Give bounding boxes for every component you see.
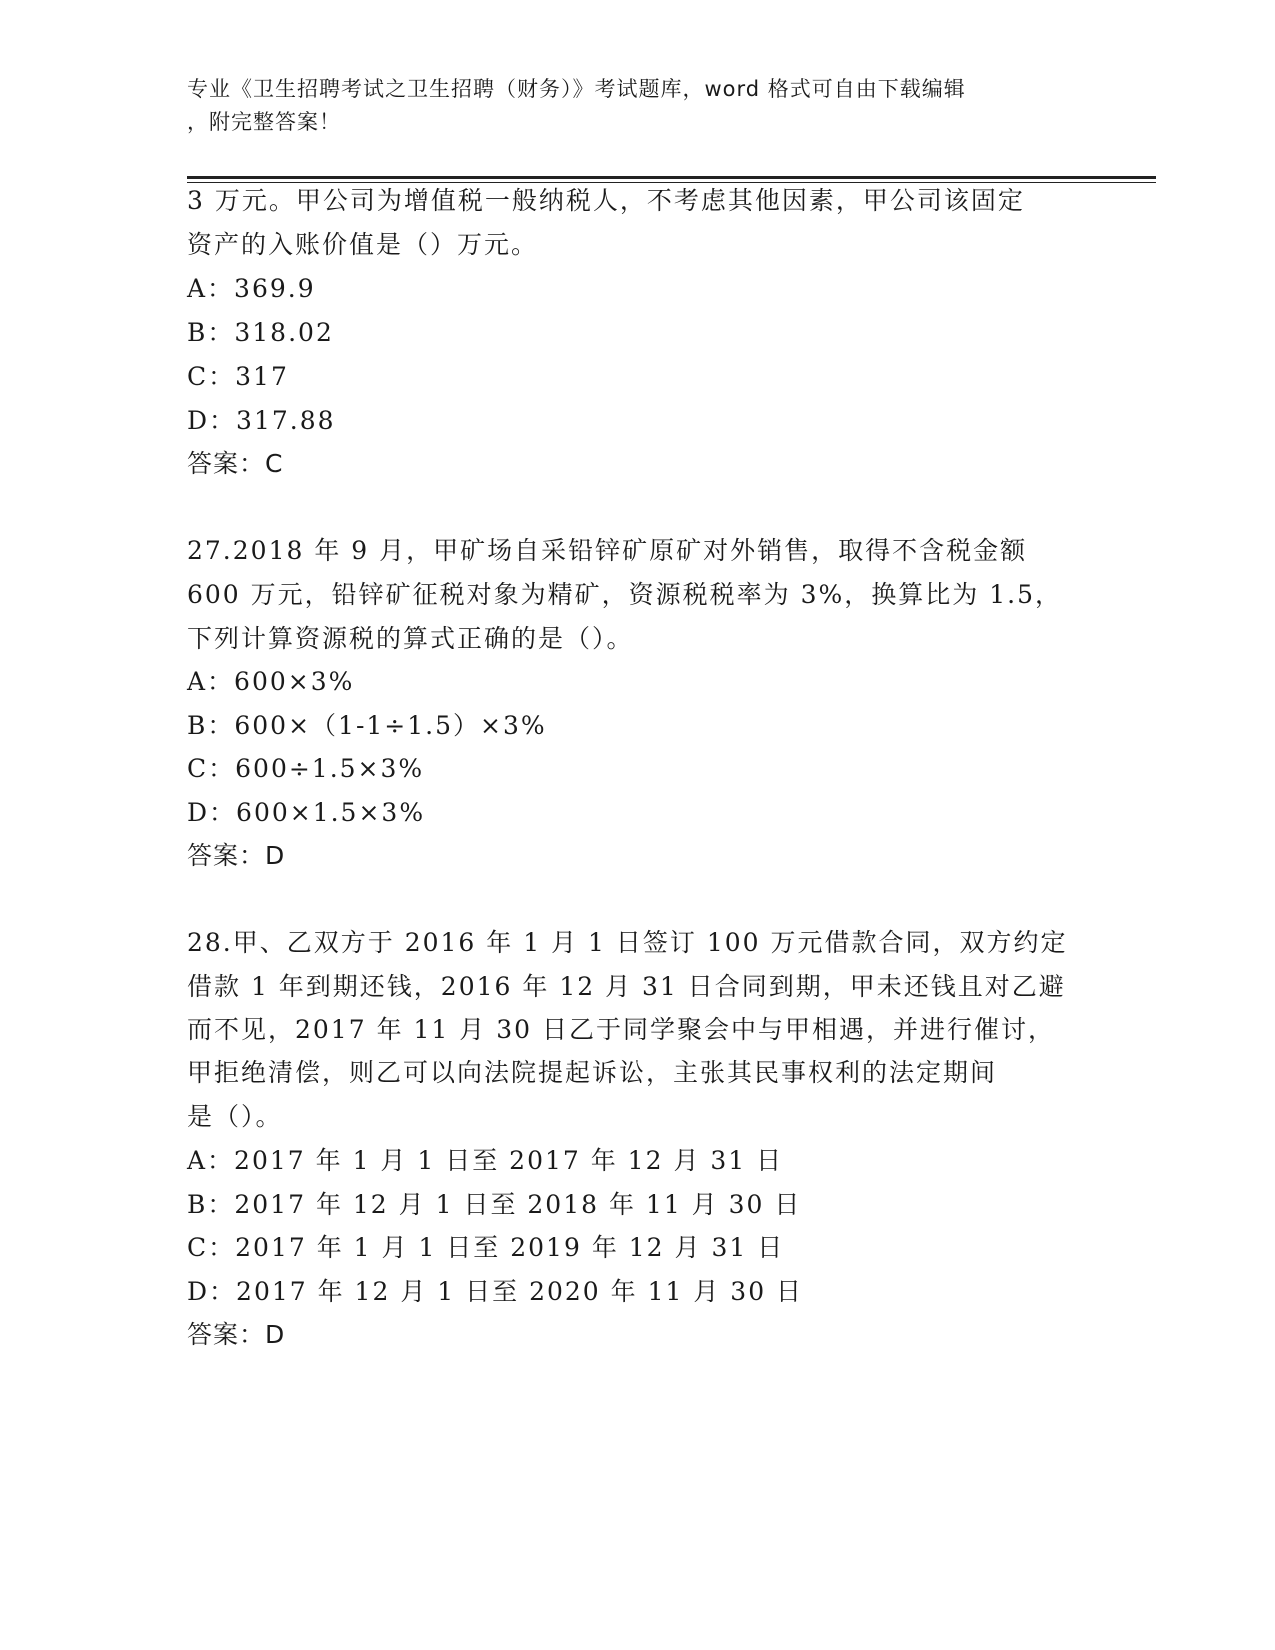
q27-option-b: B：600×（1-1÷1.5）×3% <box>187 711 547 740</box>
q27-option-a: A：600×3% <box>187 667 355 696</box>
q28-text-line: 甲拒绝清偿，则乙可以向法院提起诉讼，主张其民事权利的法定期间 <box>187 1058 998 1087</box>
q27-text-line: 下列计算资源税的算式正确的是（）。 <box>187 624 634 653</box>
q26-option-d: D：317.88 <box>187 406 336 435</box>
q28-text-line: 28.甲、乙双方于 2016 年 1 月 1 日签订 100 万元借款合同，双方约定 <box>187 928 1068 957</box>
q26-answer: 答案：C <box>187 449 284 478</box>
q27-text-line: 27.2018 年 9 月，甲矿场自采铅锌矿原矿对外销售，取得不含税金额 <box>187 536 1028 565</box>
q26-text-line: 3 万元。甲公司为增值税一般纳税人，不考虑其他因素，甲公司该固定 <box>187 186 1025 215</box>
header-line-2: ，附完整答案！ <box>187 110 341 134</box>
q28-text-line: 而不见，2017 年 11 月 30 日乙于同学聚会中与甲相遇，并进行催讨， <box>187 1015 1055 1044</box>
q26-option-c: C：317 <box>187 362 289 391</box>
header-divider-thick <box>187 176 1156 179</box>
q28-answer: 答案：D <box>187 1320 286 1349</box>
q28-option-c: C：2017 年 1 月 1 日至 2019 年 12 月 31 日 <box>187 1233 785 1262</box>
q27-answer: 答案：D <box>187 841 286 870</box>
q27-text-line: 600 万元，铅锌矿征税对象为精矿，资源税税率为 3%，换算比为 1.5， <box>187 580 1062 609</box>
q26-option-b: B：318.02 <box>187 318 334 347</box>
q26-option-a: A：369.9 <box>187 274 316 303</box>
q26-text-line: 资产的入账价值是（）万元。 <box>187 230 539 259</box>
q28-option-d: D：2017 年 12 月 1 日至 2020 年 11 月 30 日 <box>187 1277 804 1306</box>
header-line-1: 专业《卫生招聘考试之卫生招聘（财务）》考试题库，word 格式可自由下载编辑 <box>187 77 966 101</box>
q28-option-a: A：2017 年 1 月 1 日至 2017 年 12 月 31 日 <box>187 1146 784 1175</box>
header-divider-thin <box>187 182 1156 183</box>
q28-text-line: 是（）。 <box>187 1102 283 1131</box>
q28-text-line: 借款 1 年到期还钱，2016 年 12 月 31 日合同到期，甲未还钱且对乙避 <box>187 972 1066 1001</box>
q27-option-c: C：600÷1.5×3% <box>187 754 425 783</box>
q27-option-d: D：600×1.5×3% <box>187 798 426 827</box>
page-header <box>187 73 1067 139</box>
q28-option-b: B：2017 年 12 月 1 日至 2018 年 11 月 30 日 <box>187 1190 802 1219</box>
